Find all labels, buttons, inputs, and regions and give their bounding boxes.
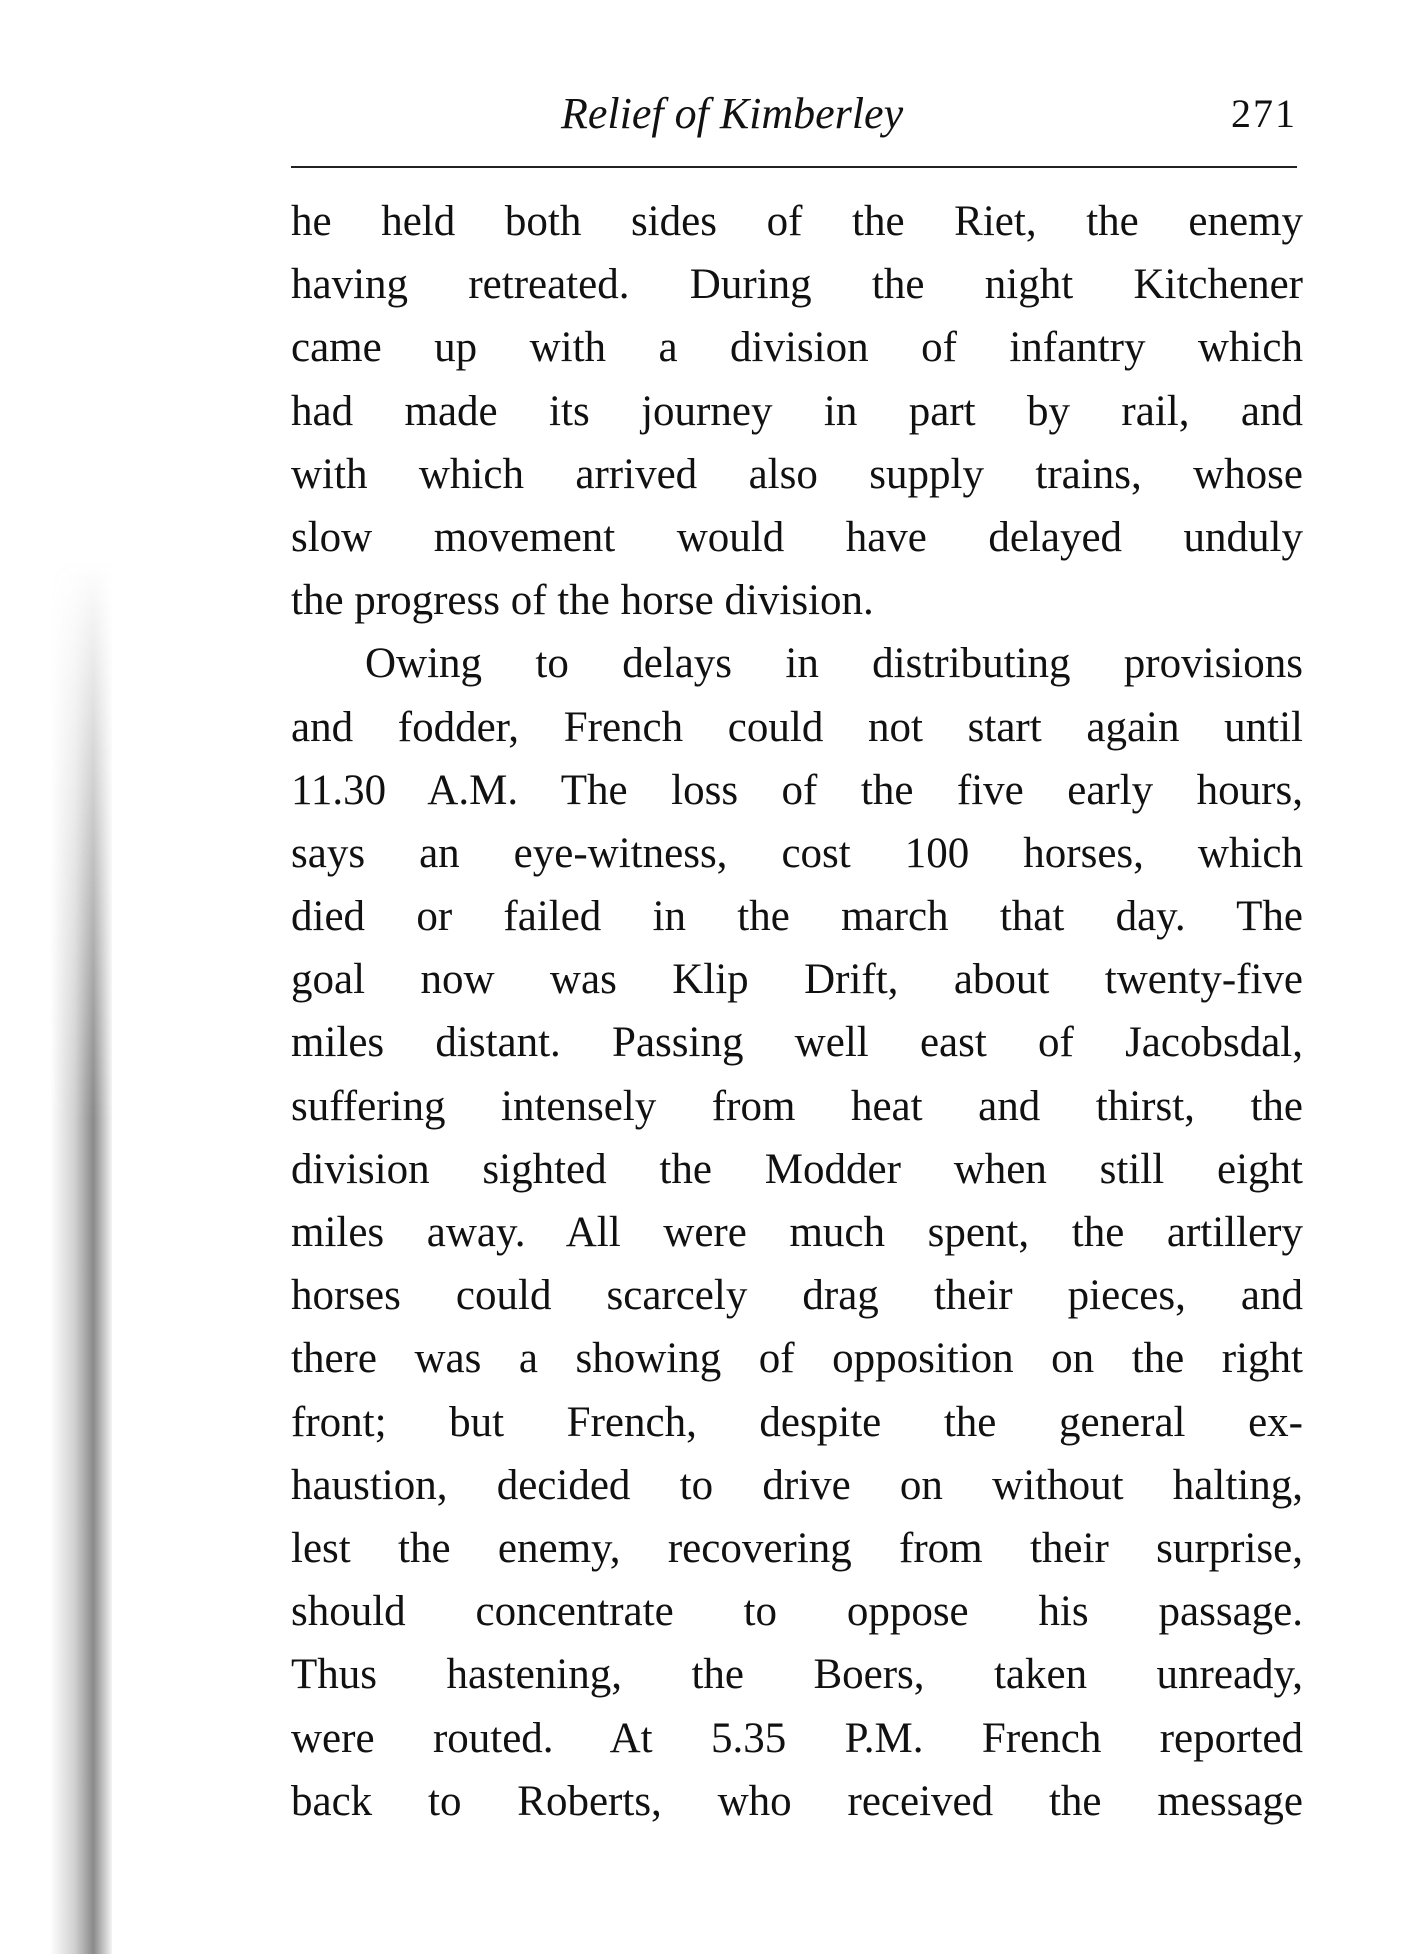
text-line: slow movement would have delayed unduly <box>291 513 1303 561</box>
text-line: division sighted the Modder when still eight <box>291 1145 1303 1193</box>
text-line: says an eye-witness, cost 100 horses, which <box>291 829 1303 877</box>
text-line: Owing to delays in distributing provisions <box>365 640 1303 688</box>
text-line: were routed. At 5.35 P.M. French reported <box>291 1714 1303 1762</box>
text-line: miles distant. Passing well east of Jacobsdal, <box>291 1019 1303 1067</box>
page-number: 271 <box>1231 91 1297 136</box>
text-line: front; but French, despite the general ex- <box>291 1398 1303 1446</box>
text-line: there was a showing of opposition on the right <box>291 1335 1303 1383</box>
text-line: came up with a division of infantry which <box>291 324 1303 372</box>
text-line: having retreated. During the night Kitchener <box>291 261 1303 309</box>
text-line: suffering intensely from heat and thirst, the <box>291 1082 1303 1130</box>
text-line: the progress of the horse division. <box>291 577 874 625</box>
text-line: Thus hastening, the Boers, taken unready, <box>291 1651 1303 1699</box>
text-line: had made its journey in part by rail, and <box>291 387 1303 435</box>
text-line: died or failed in the march that day. The <box>291 893 1303 941</box>
header-rule <box>291 166 1297 168</box>
page-gutter-shadow <box>50 560 112 1954</box>
text-line: back to Roberts, who received the message <box>291 1777 1303 1825</box>
text-line: with which arrived also supply trains, whose <box>291 450 1303 498</box>
text-line: miles away. All were much spent, the artillery <box>291 1209 1303 1256</box>
body-text <box>291 190 1303 1833</box>
text-line: lest the enemy, recovering from their surprise, <box>291 1524 1303 1572</box>
text-line: he held both sides of the Riet, the enemy <box>291 198 1303 245</box>
text-line: goal now was Klip Drift, about twenty-five <box>291 956 1303 1004</box>
text-line: horses could scarcely drag their pieces, and <box>291 1272 1303 1320</box>
text-line: haustion, decided to drive on without halting, <box>291 1461 1303 1509</box>
text-line: 11.30 A.M. The loss of the five early hours, <box>291 766 1303 814</box>
text-line: and fodder, French could not start again until <box>291 703 1303 751</box>
running-header <box>291 88 1297 148</box>
running-title: Relief of Kimberley <box>561 89 904 138</box>
text-line: should concentrate to oppose his passage. <box>291 1588 1303 1636</box>
